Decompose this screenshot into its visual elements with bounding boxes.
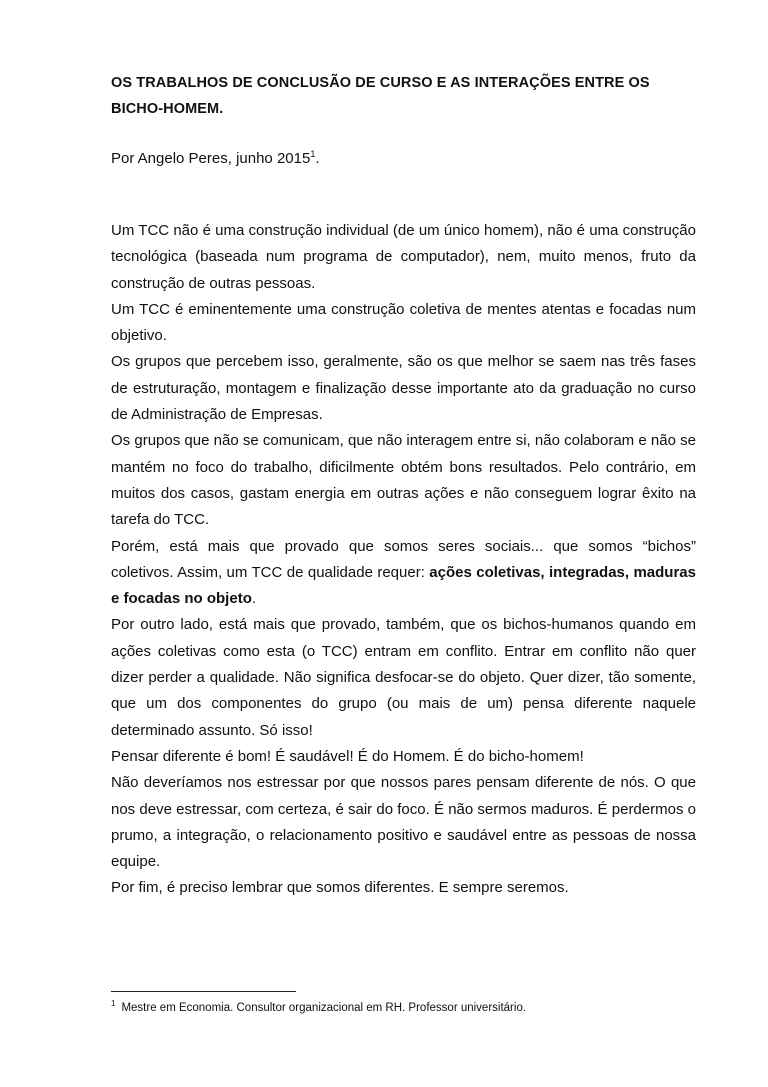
paragraph: Pensar diferente é bom! É saudável! É do Homem. É do bicho-homem!	[111, 747, 584, 765]
paragraph: Um TCC é eminentemente uma construção coletiva de mentes atentas e focadas num objetivo.	[111, 300, 696, 345]
footnote	[111, 1000, 696, 1016]
footnote-divider	[111, 991, 296, 992]
byline-text: Por Angelo Peres, junho 2015	[111, 150, 311, 167]
footnote-reference[interactable]: 1	[310, 149, 316, 159]
paragraph: Por outro lado, está mais que provado, também, que os bichos-humanos quando em ações coletivas como esta (o TCC) entram em conflito. Entrar em conflito não quer dizer perder a qualidade. Não significa desfocar-se do objeto. Quer dizer, tão somente, que um dos componentes do grupo (ou mais de um) pensa diferente naquele determinado assunto. Só isso!	[111, 616, 696, 739]
paragraph: Um TCC não é uma construção individual (de um único homem), não é uma construção tecnológica (baseada num programa de computador), nem, muito menos, fruto da construção de outras pessoas.	[111, 222, 696, 292]
document-title: OS TRABALHOS DE CONCLUSÃO DE CURSO E AS INTERAÇÕES ENTRE OS BICHO-HOMEM.	[111, 75, 650, 117]
paragraph: Os grupos que percebem isso, geralmente, são os que melhor se saem nas três fases de estruturação, montagem e finalização desse importante ato da graduação no curso de Administração de Empresas.	[111, 353, 696, 424]
paragraph: Por fim, é preciso lembrar que somos diferentes. E sempre seremos.	[111, 879, 569, 897]
paragraph-with-emphasis	[111, 534, 696, 613]
footnote-marker: 1	[111, 999, 116, 1009]
body-text	[111, 218, 696, 902]
emphasis-text: ações coletivas, integradas, maduras e focadas no objeto	[111, 563, 696, 608]
byline	[111, 146, 696, 172]
paragraph-text-end: .	[251, 590, 257, 608]
document-page	[111, 70, 696, 902]
paragraph-text: Porém, está mais que provado que somos seres sociais... que somos “bichos” coletivos. Assim, um TCC de qualidade requer:	[111, 537, 696, 581]
paragraph: Os grupos que não se comunicam, que não interagem entre si, não colaboram e não se mantém no foco do trabalho, dificilmente obtém bons resultados. Pelo contrário, em muitos dos casos, gastam energia em outras ações e não conseguem lograr êxito na tarefa do TCC.	[111, 432, 696, 529]
paragraph: Não deveríamos nos estressar por que nossos pares pensam diferente de nós. O que nos deve estressar, com certeza, é sair do foco. É não sermos maduros. É perdermos o prumo, a integração, o relacionamento positivo e saudável entre as pessoas de nossa equipe.	[111, 774, 696, 871]
byline-period: .	[315, 150, 320, 167]
footnote-text: Mestre em Economia. Consultor organizacional em RH. Professor universitário.	[121, 1002, 527, 1014]
